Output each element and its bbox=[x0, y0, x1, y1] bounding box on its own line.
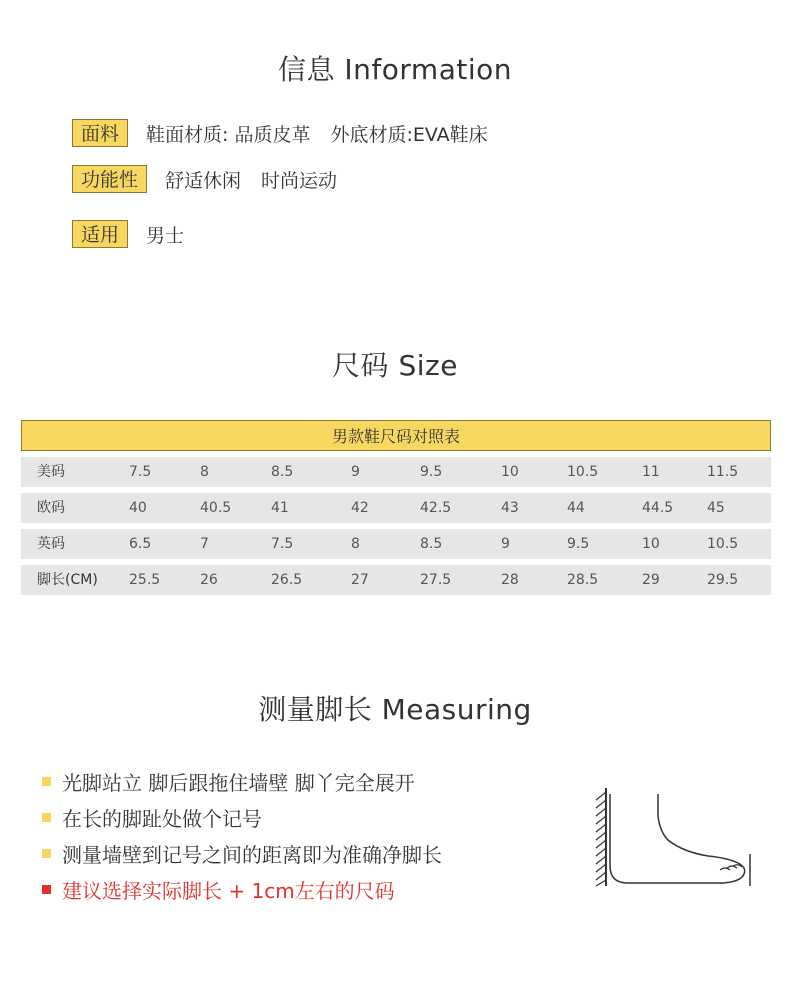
size-chart-row bbox=[21, 493, 771, 523]
function-casual: 舒适休闲 bbox=[165, 169, 242, 192]
instruction-item bbox=[42, 763, 442, 799]
size-cell: 10 bbox=[501, 464, 519, 480]
size-chart-row bbox=[21, 457, 771, 487]
size-cell: 8 bbox=[351, 536, 360, 552]
information-title: 信息 Information bbox=[278, 53, 512, 86]
size-cell: 44 bbox=[567, 500, 585, 516]
suitable-tag: 适用 bbox=[72, 220, 128, 248]
instruction-item bbox=[42, 835, 442, 871]
function-text bbox=[165, 166, 337, 193]
size-cell: 8 bbox=[200, 464, 209, 480]
bullet-square-icon bbox=[42, 849, 51, 858]
foot-against-wall-icon bbox=[588, 786, 758, 894]
size-cell: 25.5 bbox=[129, 572, 161, 588]
size-cell: 10 bbox=[642, 536, 660, 552]
size-cell: 11 bbox=[642, 464, 660, 480]
size-cell: 9 bbox=[501, 536, 510, 552]
size-cell: 28.5 bbox=[567, 572, 599, 588]
size-cell: 7 bbox=[200, 536, 209, 552]
size-cell: 42 bbox=[351, 500, 369, 516]
size-chart-header: 男款鞋尺码对照表 bbox=[21, 420, 771, 451]
size-cell: 7.5 bbox=[129, 464, 152, 480]
size-row-label: 英码 bbox=[37, 536, 65, 552]
suitable-text bbox=[146, 221, 184, 248]
info-row-material bbox=[72, 119, 488, 147]
size-cell: 8.5 bbox=[420, 536, 443, 552]
upper-material: 鞋面材质: 品质皮革 bbox=[146, 123, 311, 146]
size-cell: 41 bbox=[271, 500, 289, 516]
size-cell: 40 bbox=[129, 500, 147, 516]
size-chart-row bbox=[21, 565, 771, 595]
size-title: 尺码 Size bbox=[332, 349, 458, 382]
size-cell: 26.5 bbox=[271, 572, 303, 588]
measuring-title: 测量脚长 Measuring bbox=[258, 693, 532, 726]
size-cell: 44.5 bbox=[642, 500, 674, 516]
function-sport: 时尚运动 bbox=[261, 169, 338, 192]
size-row-label: 脚长(CM) bbox=[37, 572, 98, 588]
instruction-text: 建议选择实际脚长 + 1cm左右的尺码 bbox=[62, 878, 395, 903]
size-cell: 27.5 bbox=[420, 572, 452, 588]
size-row-label: 美码 bbox=[37, 464, 65, 480]
size-cell: 9 bbox=[351, 464, 360, 480]
size-cell: 6.5 bbox=[129, 536, 152, 552]
size-cell: 11.5 bbox=[707, 464, 739, 480]
size-cell: 42.5 bbox=[420, 500, 452, 516]
info-row-function bbox=[72, 165, 337, 193]
size-cell: 27 bbox=[351, 572, 369, 588]
size-cell: 9.5 bbox=[420, 464, 443, 480]
size-cell: 9.5 bbox=[567, 536, 590, 552]
material-tag: 面料 bbox=[72, 119, 128, 147]
suitable-gender: 男士 bbox=[146, 224, 185, 247]
size-cell: 7.5 bbox=[271, 536, 294, 552]
size-cell: 8.5 bbox=[271, 464, 294, 480]
instruction-item-recommendation bbox=[42, 871, 442, 907]
size-cell: 45 bbox=[707, 500, 725, 516]
size-cell: 29 bbox=[642, 572, 660, 588]
size-chart-table bbox=[21, 420, 771, 595]
bullet-square-icon bbox=[42, 777, 51, 786]
size-cell: 10.5 bbox=[707, 536, 739, 552]
size-cell: 28 bbox=[501, 572, 519, 588]
instruction-text: 在长的脚趾处做个记号 bbox=[62, 806, 262, 831]
instruction-text: 光脚站立 脚后跟拖住墙壁 脚丫完全展开 bbox=[62, 770, 415, 795]
function-tag: 功能性 bbox=[72, 165, 147, 193]
size-chart-body bbox=[21, 457, 771, 595]
sole-material: 外底材质:EVA鞋床 bbox=[330, 123, 488, 146]
info-row-suitable bbox=[72, 220, 184, 248]
size-row-label: 欧码 bbox=[37, 500, 65, 516]
bullet-square-icon bbox=[42, 813, 51, 822]
size-cell: 26 bbox=[200, 572, 218, 588]
size-chart-row bbox=[21, 529, 771, 559]
size-cell: 40.5 bbox=[200, 500, 232, 516]
bullet-square-icon bbox=[42, 885, 51, 894]
instruction-text: 测量墙壁到记号之间的距离即为准确净脚长 bbox=[62, 842, 442, 867]
size-cell: 29.5 bbox=[707, 572, 739, 588]
size-cell: 43 bbox=[501, 500, 519, 516]
measuring-instructions bbox=[42, 763, 442, 907]
material-text bbox=[146, 120, 488, 147]
instruction-item bbox=[42, 799, 442, 835]
size-cell: 10.5 bbox=[567, 464, 599, 480]
